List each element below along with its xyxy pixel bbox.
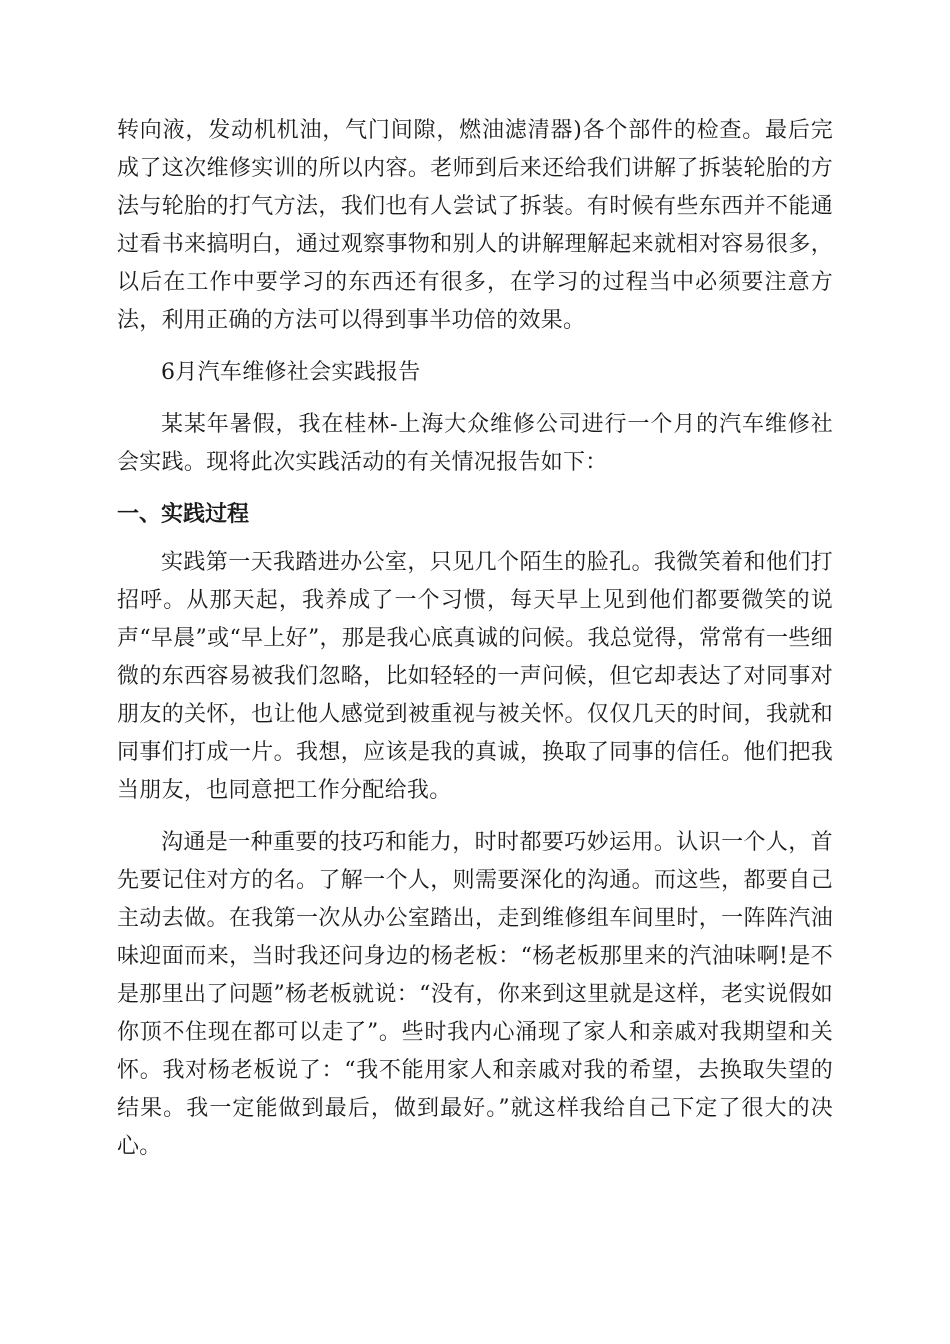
paragraph-first-day: 实践第一天我踏进办公室，只见几个陌生的脸孔。我微笑着和他们打招呼。从那天起，我养成了一个习惯，每天早上见到他们都要微笑的说声“早晨”或“早上好”，那是我心底真诚的问候。我总觉得，常常有一些细微的东西容易被我们忽略，比如轻轻的一声问候，但它却表达了对同事对朋友的关怀，也让他人感觉到被重视与被关怀。仅仅几天的时间，我就和同事们打成一片。我想，应该是我的真诚，换取了同事的信任。他们把我当朋友，也同意把工作分配给我。: [117, 550, 833, 803]
report-title: 6月汽车维修社会实践报告: [161, 360, 421, 385]
paragraph-communication: 沟通是一种重要的技巧和能力，时时都要巧妙运用。认识一个人，首先要记住对方的名。了解一个人，则需要深化的沟通。而这些，都要自己主动去做。在我第一次从办公室踏出，走到维修组车间里时，一阵阵汽油味迎面而来，当时我还问身边的杨老板：“杨老板那里来的汽油味啊!是不是那里出了问题”杨老板就说：“没有，你来到这里就是这样，老实说假如你顶不住现在都可以走了”。些时我内心涌现了家人和亲戚对我期望和关怀。我对杨老板说了：“我不能用家人和亲戚对我的希望，去换取失望的结果。我一定能做到最后，做到最好。”就这样我给自己下定了很大的决心。: [117, 830, 833, 1159]
section-heading-practice-process: 一、实践过程: [117, 502, 250, 527]
paragraph-intro: 某某年暑假，我在桂林-上海大众维修公司进行一个月的汽车维修社会实践。现将此次实践活动的有关情况报告如下：: [117, 412, 833, 475]
paragraph-continuation: 转向液，发动机机油，气门间隙，燃油滤清器)各个部件的检查。最后完成了这次维修实训的所以内容。老师到后来还给我们讲解了拆装轮胎的方法与轮胎的打气方法，我们也有人尝试了拆装。有时候有些东西并不能通过看书来搞明白，通过观察事物和别人的讲解理解起来就相对容易很多，以后在工作中要学习的东西还有很多，在学习的过程当中必须要注意方法，利用正确的方法可以得到事半功倍的效果。: [117, 118, 833, 333]
document-page: [117, 112, 833, 1166]
